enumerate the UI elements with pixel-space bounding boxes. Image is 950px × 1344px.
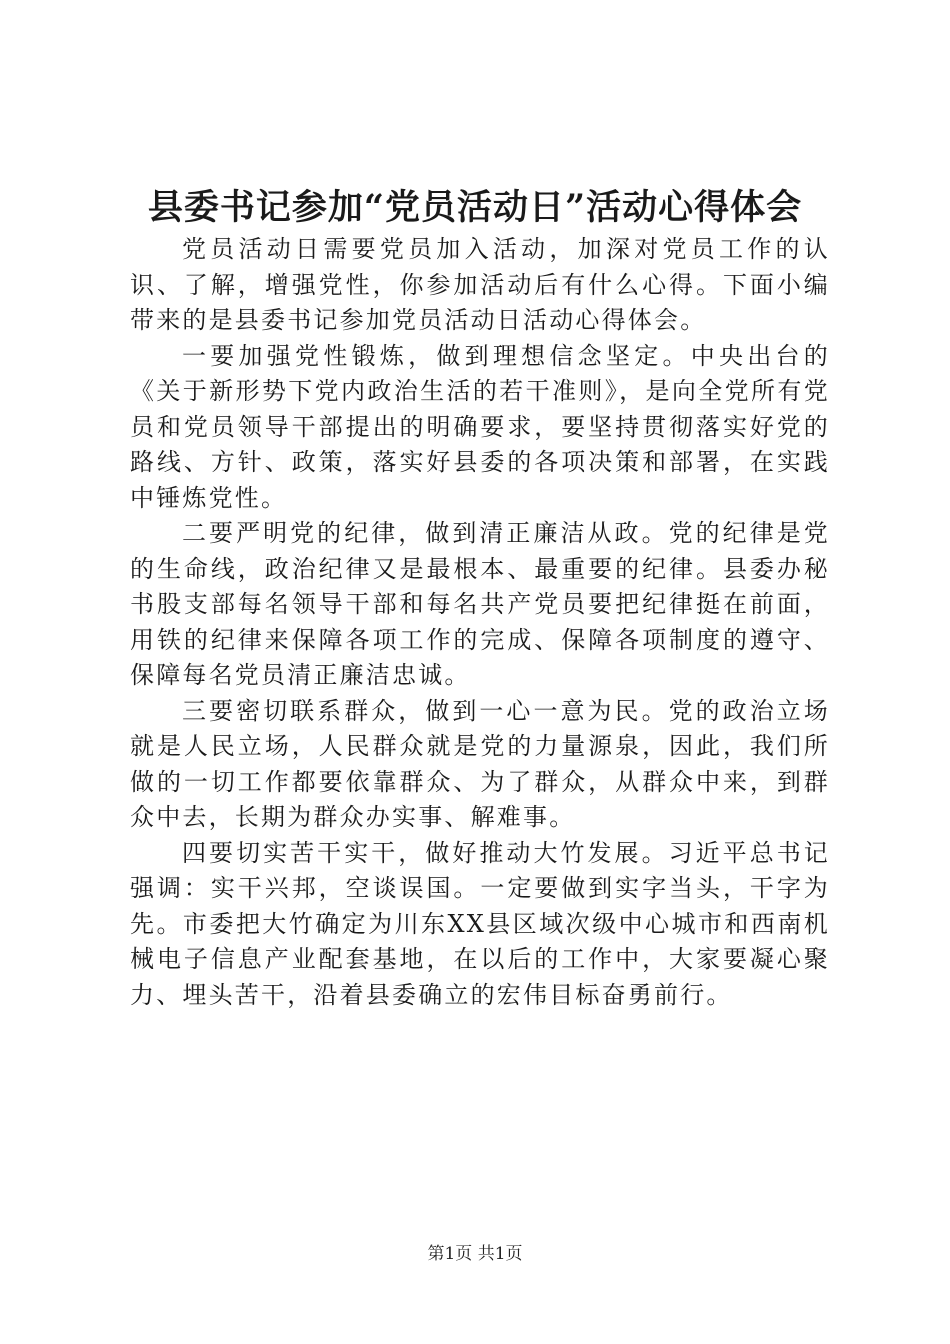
paragraph-point-two: 二要严明党的纪律，做到清正廉洁从政。党的纪律是党的生命线，政治纪律又是最根本、最重要的纪律。县委办秘书股支部每名领导干部和每名共产党员要把纪律挺在前面，用铁的纪律来保障各项工作的完成、保障各项制度的遵守、保障每名党员清正廉洁忠诚。 (130, 519, 830, 689)
paragraph-point-four: 四要切实苦干实干，做好推动大竹发展。习近平总书记强调：实干兴邦，空谈误国。一定要做到实字当头，干字为先。市委把大竹确定为川东XX县区域次级中心城市和西南机械电子信息产业配套基地，在以后的工作中，大家要凝心聚力、埋头苦干，沿着县委确立的宏伟目标奋勇前行。 (130, 838, 830, 1009)
document-body (130, 232, 830, 1013)
paragraph-intro: 党员活动日需要党员加入活动，加深对党员工作的认识、了解，增强党性，你参加活动后有什么心得。下面小编带来的是县委书记参加党员活动日活动心得体会。 (130, 235, 830, 334)
paragraph-point-three: 三要密切联系群众，做到一心一意为民。党的政治立场就是人民立场，人民群众就是党的力量源泉，因此，我们所做的一切工作都要依靠群众、为了群众，从群众中来，到群众中去，长期为群众办实事、解难事。 (130, 696, 830, 831)
page-number-footer: 第1页 共1页 (427, 1244, 523, 1264)
paragraph-point-one: 一要加强党性锻炼，做到理想信念坚定。中央出台的《关于新形势下党内政治生活的若干准则》，是向全党所有党员和党员领导干部提出的明确要求，要坚持贯彻落实好党的路线、方针、政策，落实好县委的各项决策和部署，在实践中锤炼党性。 (130, 341, 830, 512)
document-title: 县委书记参加“党员活动日”活动心得体会 (147, 187, 803, 228)
